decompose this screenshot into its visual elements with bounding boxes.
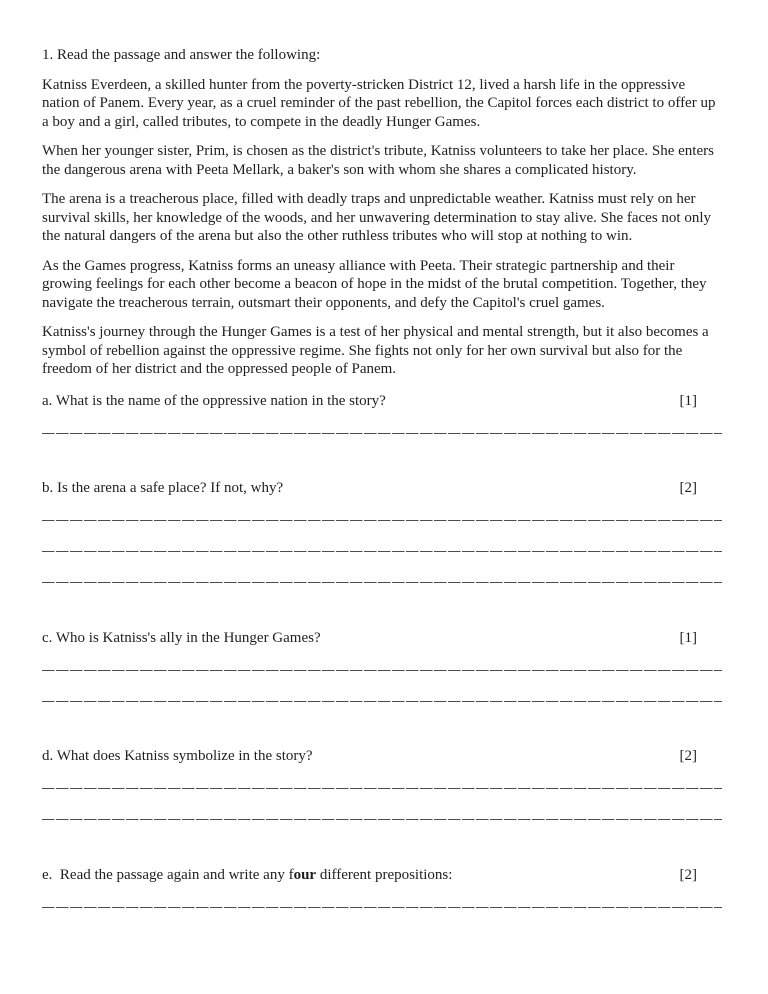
answer-line: [42, 906, 722, 908]
answer-line: [42, 432, 722, 434]
answer-line: [42, 582, 722, 584]
passage-paragraph-5: Katniss's journey through the Hunger Games is a test of her physical and mental strength, but it also becomes a symbol of rebellion against the oppressive regime. She fights not only for her own survival but also for the freedom of her district and the oppressed people of Panem.: [42, 324, 709, 377]
question-e-label: [42, 866, 452, 885]
answer-line: [42, 669, 722, 671]
question-row-c: [42, 629, 722, 648]
question-row-d: [42, 747, 722, 766]
answer-line: [42, 700, 722, 702]
question-c-label: c. Who is Katniss's ally in the Hunger Games?: [42, 629, 321, 646]
passage-paragraph-3: The arena is a treacherous place, filled with deadly traps and unpredictable weather. Katniss must rely on her survival skills, her knowledge of the woods, and her unwavering determination to stay alive. She faces not only the natural dangers of the arena but also the other ruthless tributes who will stop at nothing to win.: [42, 191, 712, 244]
passage-paragraph-1: Katniss Everdeen, a skilled hunter from the poverty-stricken District 12, lived a harsh life in the oppressive nation of Panem. Every year, as a cruel reminder of the past rebellion, the Capitol forces each district to offer up a boy and a girl, called tributes, to compete in the deadly Hunger Games.: [42, 76, 716, 130]
question-a-marks: [1]: [679, 392, 697, 409]
question-e-text-before: e. Read the passage again and write any f: [42, 866, 294, 883]
answer-line: [42, 788, 722, 790]
question-b-label: b. Is the arena a safe place? If not, why?: [42, 480, 284, 496]
answer-line: [42, 520, 722, 522]
question-e-text-bold: our: [293, 866, 317, 883]
question-e-marks: [2]: [679, 866, 697, 883]
question-d-label: d. What does Katniss symbolize in the story?: [42, 748, 313, 764]
question-b-marks: [2]: [679, 480, 697, 496]
answer-line: [42, 551, 722, 553]
exercise-heading: 1. Read the passage and answer the following:: [42, 47, 321, 63]
question-row-e: [42, 866, 722, 885]
passage-paragraph-2: When her younger sister, Prim, is chosen as the district's tribute, Katniss volunteers to take her place. She enters the dangerous arena with Peeta Mellark, a baker's son with whom she shares a complicated history.: [42, 143, 714, 178]
question-a-label: a. What is the name of the oppressive nation in the story?: [42, 392, 386, 409]
question-row-b: [42, 479, 722, 498]
question-d-marks: [2]: [679, 748, 697, 764]
question-c-marks: [1]: [679, 629, 697, 646]
question-row-a: [42, 392, 722, 411]
answer-line: [42, 819, 722, 821]
question-e-text-after: different prepositions:: [316, 866, 453, 883]
passage-paragraph-4: As the Games progress, Katniss forms an uneasy alliance with Peeta. Their strategic partnership and their growing feelings for each other become a beacon of hope in the midst of the brutal competition. Together, they navigate the treacherous terrain, outsmart their opponents, and defy the Capitol's cruel games.: [42, 257, 707, 311]
